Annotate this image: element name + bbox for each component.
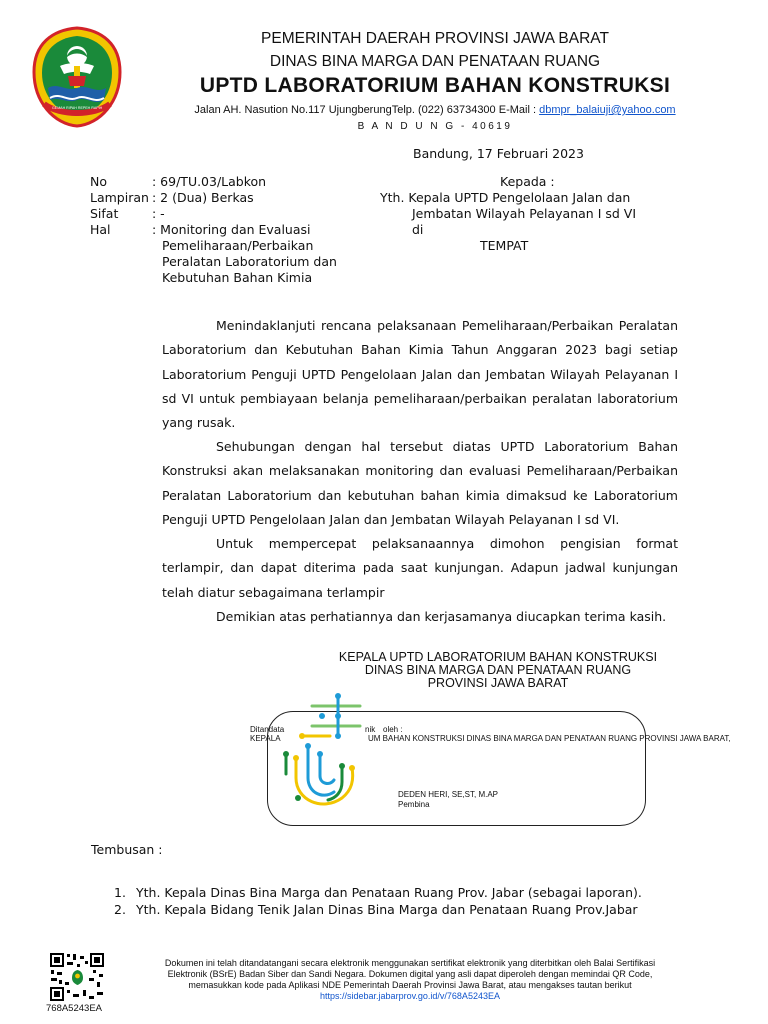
qr-code-icon [49,952,105,1002]
hal-value-4: Kebutuhan Bahan Kimia [162,270,313,285]
body-paragraph-2: Sehubungan dengan hal tersebut diatas UPTD Laboratorium Bahan Konstruksi akan melaksanakan monitoring dan evaluasi Pemeliharaan/Perbaikan Peralatan Laboratorium dan kebutuhan bahan kimia dimaksud ke Laboratorium Penguji UPTD Pengelolaan Jalan dan Jembatan Wilayah Pelayanan I sd VI. [162,439,678,527]
signed-by-a: Ditandata [250,725,285,734]
hal-value-2: Pemeliharaan/Perbaikan [162,238,314,253]
tembusan-item-number: 1. [114,885,126,900]
document-code: 768A5243EA [46,1003,102,1014]
header-line-1: PEMERINTAH DAERAH PROVINSI JAWA BARAT [261,30,609,47]
recipient-kepada: Kepada : [500,174,555,189]
recipient-line-1: Yth. Kepala UPTD Pengelolaan Jalan dan [380,190,631,205]
footer-note [130,958,690,1002]
recipient-di: di [412,222,424,237]
sifat-label: Sifat [90,206,119,221]
signer-role-a: KEPALA [250,734,281,743]
tembusan-item-1 [114,885,642,900]
body-paragraph-4: Demikian atas perhatiannya dan kerjasamanya diucapkan terima kasih. [216,609,667,624]
tembusan-item-2 [114,902,638,917]
tembusan-item-text: Yth. Kepala Dinas Bina Marga dan Penataan Ruang Prov. Jabar (sebagai laporan). [136,885,642,900]
body-paragraph-1: Menindaklanjuti rencana pelaksanaan Pemeliharaan/Perbaikan Peralatan Laboratorium dan Kebutuhan Bahan Kimia Tahun Anggaran 2023 bagi setiap Laboratorium Penguji UPTD Pengelolaan Jalan dan Jembatan Wilayah Pelayanan I sd VI untuk pembiayaan belanja pemeliharaan/perbaikan peralatan laboratorium yang rusak. [162,318,678,431]
letter-meta [90,174,337,286]
provincial-logo [30,26,124,128]
signer-role-b: UM BAHAN KONSTRUKSI DINAS BINA MARGA DAN PENATAAN RUANG PROVINSI JAWA BARAT, [368,734,731,743]
hal-value-1: : Monitoring dan Evaluasi [152,222,311,237]
signature-title-1: KEPALA UPTD LABORATORIUM BAHAN KONSTRUKSI [338,650,658,664]
letter-date: Bandung, 17 Februari 2023 [413,146,584,161]
lampiran-label: Lampiran [90,190,149,205]
signed-by-b: nik [365,725,376,734]
logo-motto: GEMAH RIPAH REPEH RAPIH [52,106,103,110]
header-title: UPTD LABORATORIUM BAHAN KONSTRUKSI [199,74,671,97]
signature-title-2: DINAS BINA MARGA DAN PENATAAN RUANG [364,663,632,677]
signature-seal [282,688,368,816]
header-city: B A N D U N G - 40619 [357,121,513,132]
tembusan-item-number: 2. [114,902,126,917]
recipient-line-2: Jembatan Wilayah Pelayanan I sd VI [412,206,637,221]
footer-line-1: Dokumen ini telah ditandatangani secara elektronik menggunakan sertifikat elektronik yang diterbitkan oleh Balai Sertifikasi [164,958,656,968]
sifat-value: : - [152,206,165,221]
signed-by-c: oleh : [383,725,403,734]
signer-name: DEDEN HERI, SE,ST, M.AP [398,790,499,799]
no-label: No [90,174,107,189]
signature-title-3: PROVINSI JAWA BARAT [427,676,569,690]
jawa-barat-emblem-icon [30,26,124,128]
body-paragraph-3: Untuk mempercepat pelaksanaannya dimohon pengisian format terlampir, dan dapat diterima pada saat kunjungan. Adapun jadwal kunjungan telah diatur sebagaimana terlampir [162,536,678,600]
hal-value-3: Peralatan Laboratorium dan [162,254,337,269]
qr-code[interactable] [49,952,105,1002]
address-text: Jalan AH. Nasution No.117 UjungberungTelp. (022) 63734300 E-Mail : [194,104,540,116]
no-value: : 69/TU.03/Labkon [152,174,267,189]
tembusan-item-text: Yth. Kepala Bidang Tenik Jalan Dinas Bina Marga dan Penataan Ruang Prov.Jabar [136,902,638,917]
header-line-2: DINAS BINA MARGA DAN PENATAAN RUANG [269,53,601,70]
signer-rank: Pembina [398,800,430,809]
lampiran-value: : 2 (Dua) Berkas [152,190,254,205]
footer-line-2: Elektronik (BSrE) Badan Siber dan Sandi Negara. Dokumen digital yang asli dapat diperoleh dengan memindai QR Code, [167,969,653,979]
hal-label: Hal [90,222,111,237]
verification-link[interactable]: https://sidebar.jabarprov.go.id/v/768A5243EA [320,991,500,1001]
tembusan-title: Tembusan : [91,842,163,857]
header-address [160,104,710,116]
email-link[interactable]: dbmpr_balaiuji@yahoo.com [539,104,676,116]
recipient-tempat: TEMPAT [480,238,529,253]
footer-line-3: memasukkan kode pada Aplikasi NDE Pemerintah Daerah Provinsi Jawa Barat, atau mengakses tautan berikut [188,980,632,990]
digital-signature-mark-icon [282,688,368,816]
